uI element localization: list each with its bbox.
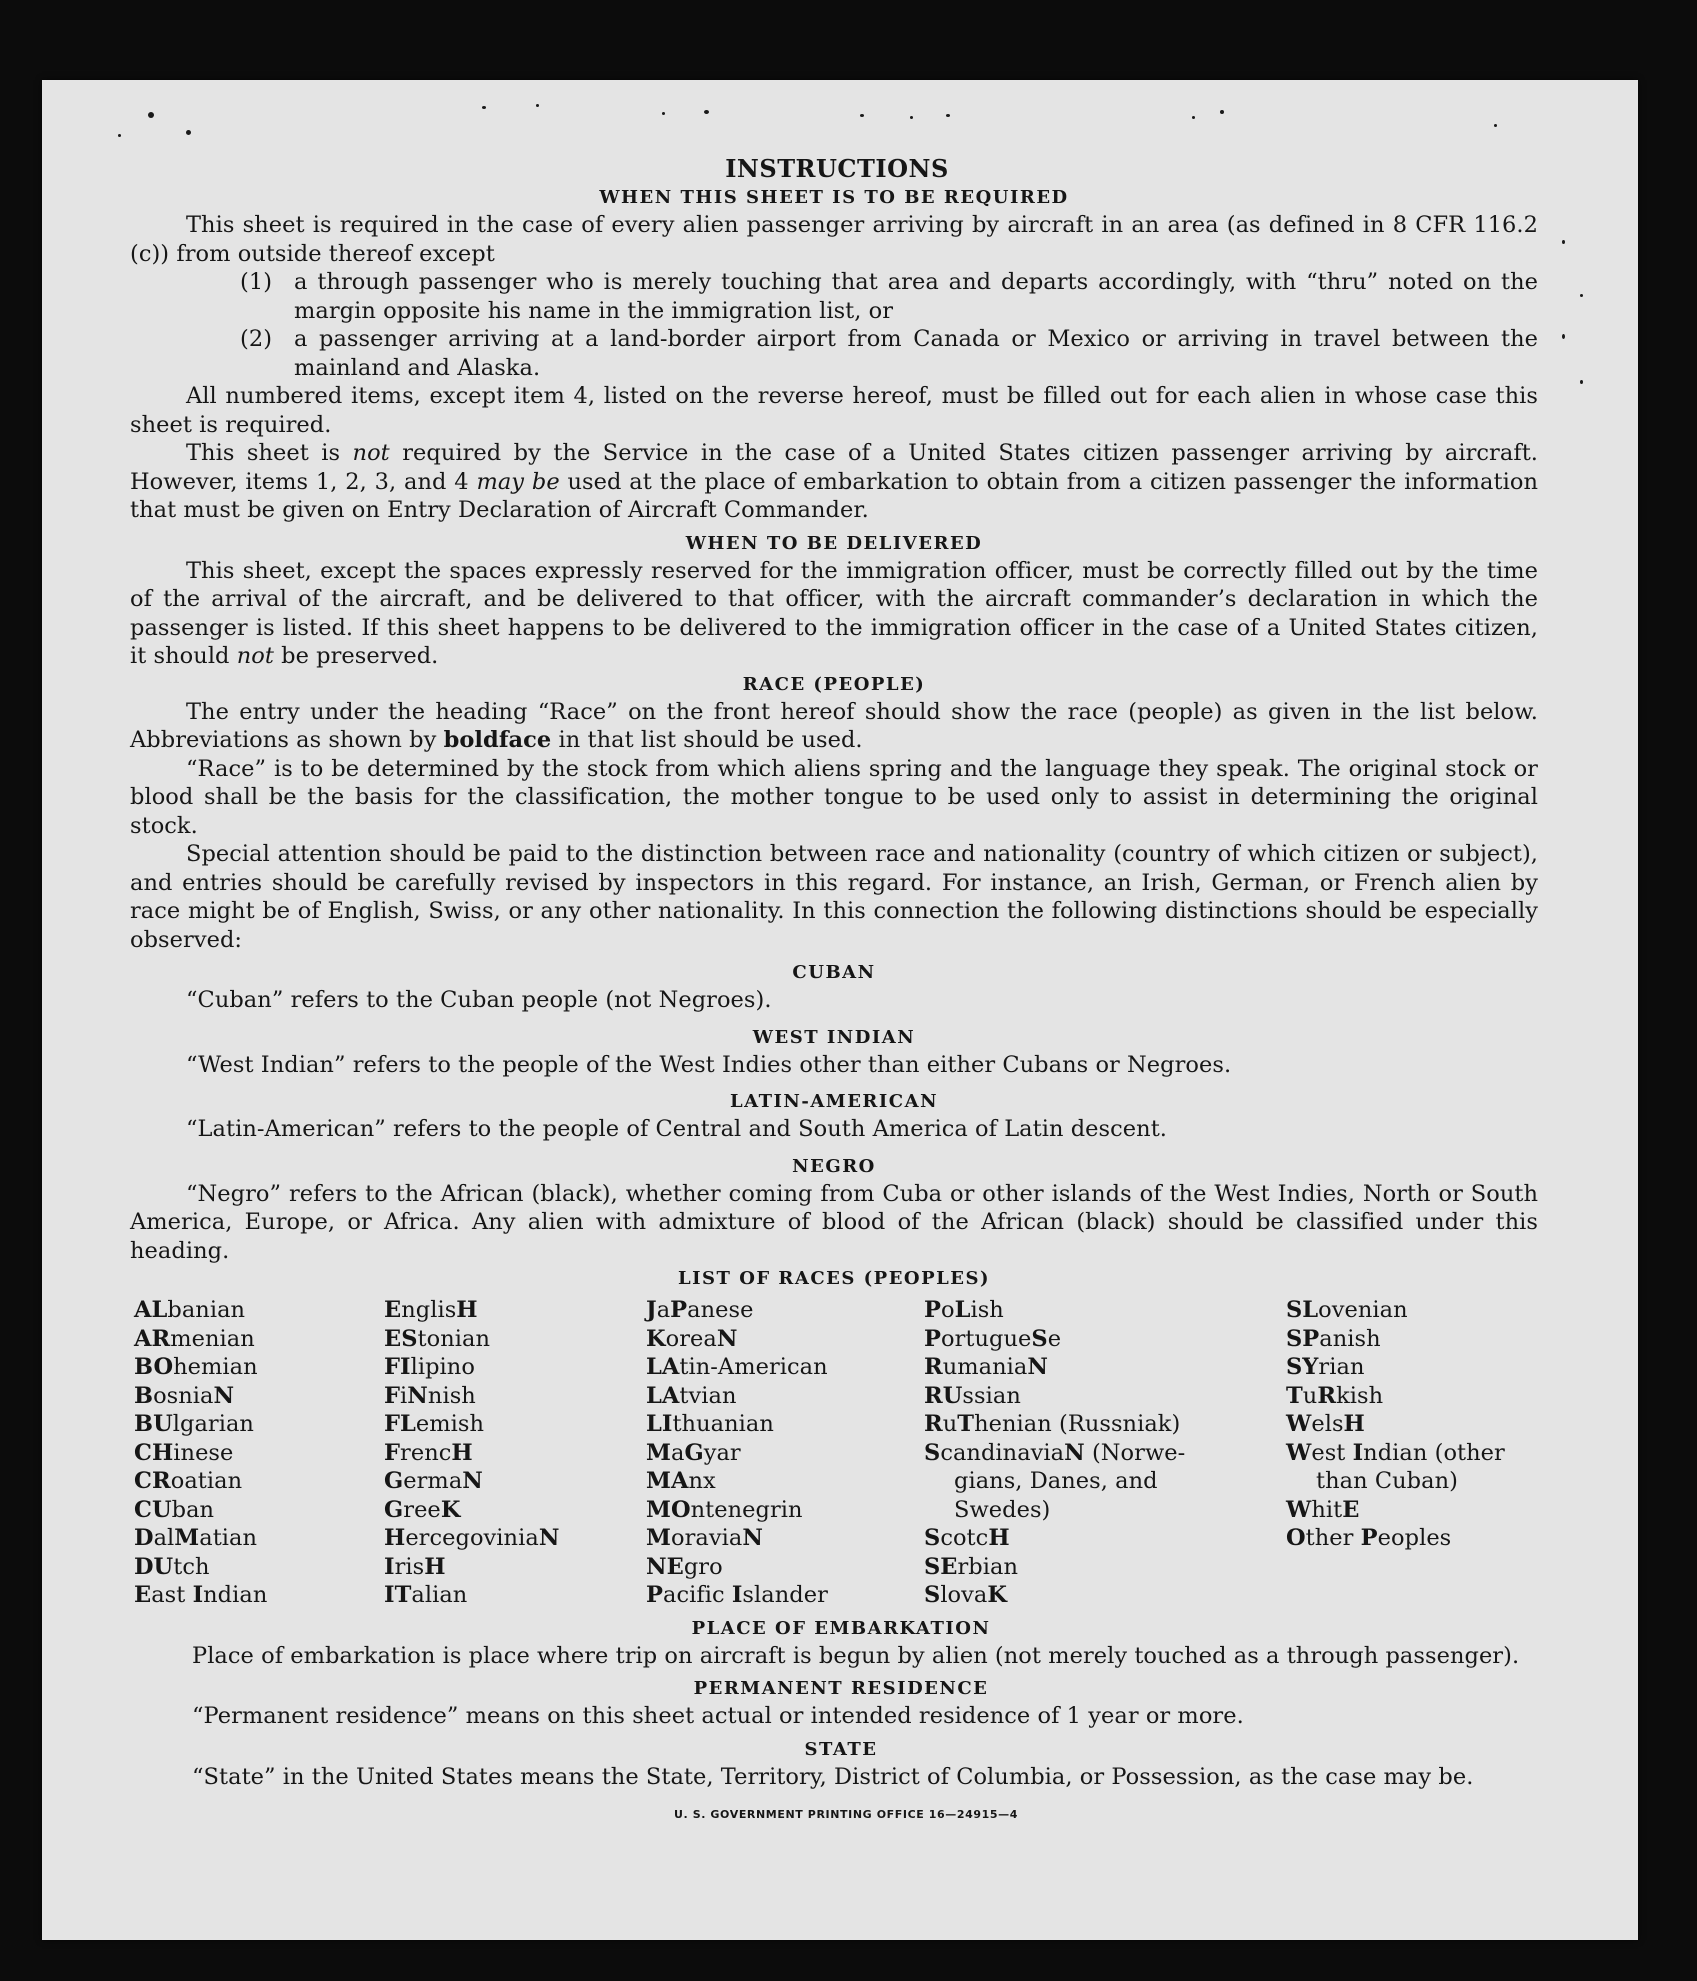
race-name-part: oatian [170, 1468, 243, 1494]
heading-when-required: WHEN THIS SHEET IS TO BE REQUIRED [599, 187, 1069, 208]
race-abbrev-letters: DU [134, 1553, 174, 1580]
race-entry [134, 1553, 384, 1582]
race-name-part: u [942, 1411, 958, 1437]
race-name-part: (Norwe- [1084, 1439, 1186, 1466]
race-name-part: cotc [940, 1525, 989, 1551]
race-name-part: al [153, 1525, 175, 1551]
race-entry [384, 1467, 646, 1496]
race-name-part: lgarian [172, 1411, 254, 1437]
race-name-part: erma [403, 1468, 463, 1494]
printing-office-footer: U. S. GOVERNMENT PRINTING OFFICE 16—24915—4 [673, 1808, 1019, 1821]
race-name-part: oravia [670, 1525, 743, 1551]
race-entry [384, 1353, 646, 1382]
race-abbrev-letters: F [384, 1382, 401, 1409]
race-abbrev-letters: W [1286, 1411, 1312, 1437]
paragraph-when-delivered: This sheet, except the spaces expressly reserved for the immigration officer, must be correctly filled out by the time of the arrival of the aircraft, and be delivered to that officer, with the aircraft commander’s declaration in which the passenger is listed. If this sheet happens to be delivered to the immigration officer in the case of a United States citizen, it should not be preserved. [130, 557, 1538, 669]
race-entry [646, 1496, 924, 1525]
race-entry [1286, 1296, 1542, 1325]
race-entry-continuation: than Cuban) [1316, 1468, 1458, 1494]
page-title: INSTRUCTIONS [725, 154, 949, 183]
race-abbrev-letters: I [1352, 1439, 1364, 1466]
race-entry [646, 1325, 924, 1354]
instruction-sheet [42, 80, 1638, 1940]
race-name-part: henian (Russniak) [974, 1411, 1181, 1437]
race-abbrev-letters: H [451, 1439, 473, 1466]
race-abbrev-letters: T [1286, 1382, 1303, 1409]
race-abbrev-letters: M [174, 1525, 200, 1551]
race-name-part: ercegovinia [405, 1525, 539, 1551]
race-abbrev-letters: SP [1286, 1325, 1320, 1352]
race-name-part: ntenegrin [690, 1496, 803, 1523]
race-abbrev-letters: S [924, 1582, 941, 1608]
race-entry [924, 1353, 1286, 1382]
paragraph-cuban: “Cuban” refers to the Cuban people (not Negroes). [186, 987, 772, 1013]
emphasis-not: not [236, 643, 274, 669]
race-name-part: tch [173, 1553, 210, 1580]
paragraph-race-nationality: Special attention should be paid to the distinction between race and nationality (country of which citizen or subject), and entries should be carefully revised by inspectors in this regard. For instance, an Irish, German, or French alien by race might be of English, Swiss, or any other nationality. In this connection the following distinctions should be especially observed: [130, 841, 1538, 953]
race-name-part: ban [171, 1496, 215, 1523]
race-entry [384, 1410, 646, 1439]
race-abbrev-letters: K [646, 1325, 666, 1352]
race-name-part: ther [1305, 1525, 1361, 1551]
race-name-part: hit [1311, 1496, 1343, 1523]
race-abbrev-letters: D [134, 1525, 154, 1551]
race-abbrev-letters: N [1027, 1354, 1049, 1380]
race-name-part: a [670, 1439, 685, 1466]
item-number: (1) [240, 269, 273, 295]
race-abbrev-letters: H [456, 1297, 478, 1323]
race-abbrev-letters: N [742, 1525, 763, 1551]
race-name-part: ovenian [1318, 1297, 1408, 1323]
race-name-part: nish [427, 1382, 476, 1409]
race-abbrev-letters: E [134, 1582, 152, 1608]
race-abbrev-letters: N [407, 1382, 428, 1409]
race-abbrev-letters: H [1343, 1411, 1365, 1437]
race-name-part: e [1047, 1325, 1062, 1352]
race-abbrev-letters: W [1286, 1439, 1312, 1466]
heading-west-indian: WEST INDIAN [752, 1026, 916, 1048]
race-abbrev-letters: CR [134, 1468, 171, 1494]
paragraph-citizen-passenger: This sheet is not required by the Service in the case of a United States citizen passenger arriving by aircraft. However, items 1, 2, 3, and 4 may be used at the place of embarkation to obtain from a citizen passenger the information that must be given on Entry Declaration of Aircraft Commander. [130, 440, 1538, 523]
paragraph-west-indian: “West Indian” refers to the people of the West Indies other than either Cubans or Negroes. [186, 1051, 1232, 1078]
race-name-part: gro [683, 1553, 723, 1580]
race-name-part: acific [662, 1582, 732, 1608]
race-name-part: ish [970, 1297, 1004, 1323]
race-abbrev-letters: N [538, 1525, 560, 1551]
race-name-part: nx [688, 1468, 716, 1494]
race-entry [1286, 1382, 1542, 1411]
race-abbrev-letters: IT [384, 1582, 412, 1608]
race-entry [1286, 1353, 1542, 1382]
race-entry-continuation: gians, Danes, and [954, 1468, 1158, 1494]
race-abbrev-letters: SE [924, 1553, 958, 1580]
race-abbrev-letters: J [646, 1297, 657, 1323]
heading-list-of-races: LIST OF RACES (PEOPLES) [677, 1268, 991, 1289]
paragraph-numbered-items: All numbered items, except item 4, listed on the reverse hereof, must be filled out for each alien in whose case this sheet is required. [130, 383, 1538, 438]
race-abbrev-letters: CU [134, 1496, 172, 1523]
race-abbrev-letters: MA [646, 1468, 689, 1494]
race-abbrev-letters: AR [134, 1325, 171, 1352]
race-entry [384, 1553, 646, 1582]
race-name-part: thuanian [672, 1411, 774, 1437]
heading-permanent-residence: PERMANENT RESIDENCE [693, 1678, 989, 1699]
race-entry [924, 1325, 1286, 1354]
race-column [384, 1296, 646, 1610]
race-name-part: o [940, 1297, 955, 1323]
race-name-part: u [1302, 1382, 1318, 1409]
race-entry [384, 1325, 646, 1354]
race-abbrev-letters: LA [646, 1354, 680, 1380]
race-entry [134, 1382, 384, 1411]
race-abbrev-letters: ES [384, 1325, 418, 1352]
race-name-part: nglis [401, 1297, 457, 1323]
list-item [240, 268, 1538, 325]
paragraph-negro: “Negro” refers to the African (black), whether coming from Cuba or other islands of the West Indies, North or South America, Europe, or Africa. Any alien with admixture of blood of the African (black) should be classified under this heading. [130, 1180, 1538, 1264]
race-abbrev-letters: E [384, 1297, 402, 1323]
race-entry [384, 1439, 646, 1468]
race-abbrev-letters: I [384, 1553, 395, 1580]
race-name-part: ssian [962, 1382, 1021, 1409]
paragraph-latin-american: “Latin-American” refers to the people of Central and South America of Latin descent. [186, 1116, 1167, 1142]
race-abbrev-letters: F [384, 1439, 401, 1466]
race-entry [1286, 1439, 1542, 1468]
race-abbrev-letters: G [384, 1496, 404, 1523]
race-name-part: emish [415, 1411, 485, 1437]
race-name-part: kish [1336, 1382, 1384, 1409]
race-entry [924, 1382, 1286, 1411]
race-name-part: anish [1319, 1325, 1381, 1352]
race-entry [134, 1410, 384, 1439]
race-list [134, 1296, 1538, 1610]
race-entry [1286, 1524, 1542, 1553]
race-abbrev-letters: LI [646, 1411, 673, 1437]
race-entry [134, 1353, 384, 1382]
race-entry [924, 1581, 1286, 1610]
race-name-part: els [1311, 1411, 1344, 1437]
emphasis-may-be: may be [476, 468, 560, 495]
race-abbrev-letters: M [646, 1439, 671, 1466]
race-name-part: menian [170, 1325, 255, 1352]
race-abbrev-letters: M [646, 1525, 671, 1551]
race-abbrev-letters: RU [924, 1382, 963, 1409]
race-column [134, 1296, 384, 1610]
paragraph-state: “State” in the United States means the State, Territory, District of Columbia, or Possession, as the case may be. [192, 1763, 1474, 1790]
heading-negro: NEGRO [792, 1155, 876, 1177]
race-name-part: anese [687, 1297, 754, 1323]
race-abbrev-letters: LA [646, 1382, 680, 1409]
race-abbrev-letters: MO [646, 1496, 691, 1523]
race-abbrev-letters: W [1286, 1496, 1312, 1523]
race-entry [646, 1410, 924, 1439]
race-entry [646, 1581, 924, 1610]
race-entry [646, 1467, 924, 1496]
race-abbrev-letters: H [384, 1525, 406, 1551]
item-number: (2) [240, 326, 273, 352]
race-name-part: ast [151, 1582, 193, 1608]
race-entry-continuation: Swedes) [954, 1496, 1051, 1523]
race-name-part: yar [703, 1439, 741, 1466]
race-entry [646, 1524, 924, 1553]
race-entry [924, 1524, 1286, 1553]
race-name-part: umania [942, 1354, 1028, 1380]
race-entry [384, 1296, 646, 1325]
item-text: a through passenger who is merely touching that area and departs accordingly, with “thru” noted on the margin opposite his name in the immigration list, or [294, 269, 1538, 324]
race-name-part: ris [394, 1553, 425, 1580]
race-name-part: tin-American [679, 1354, 828, 1380]
race-abbrev-letters: T [957, 1411, 975, 1437]
race-column [924, 1296, 1286, 1610]
race-abbrev-letters: S [1031, 1325, 1048, 1352]
race-entry [134, 1439, 384, 1468]
heading-race: RACE (PEOPLE) [742, 673, 926, 695]
race-entry [384, 1581, 646, 1610]
race-abbrev-letters: N [716, 1325, 738, 1352]
race-column [1286, 1296, 1542, 1610]
race-abbrev-letters: R [924, 1354, 943, 1380]
race-name-part: atian [199, 1525, 258, 1551]
race-name-part: ree [403, 1496, 441, 1523]
race-abbrev-letters: B [134, 1382, 154, 1409]
race-abbrev-letters: H [988, 1525, 1010, 1551]
paragraph-when-required-intro: This sheet is required in the case of every alien passenger arriving by aircraft in an area (as defined in 8 CFR 116.2 (c)) from outside thereof except [130, 212, 1538, 267]
race-abbrev-letters: N [213, 1382, 235, 1409]
race-abbrev-letters: E [1342, 1496, 1360, 1523]
race-abbrev-letters: K [987, 1582, 1007, 1608]
paragraph-permanent-residence: “Permanent residence” means on this sheet actual or intended residence of 1 year or more. [192, 1703, 1244, 1729]
heading-latin-american: LATIN-AMERICAN [729, 1091, 939, 1112]
paragraph-race-stock: “Race” is to be determined by the stock from which aliens spring and the language they speak. The original stock or blood shall be the basis for the classification, the mother tongue to be used only to assist in determining the original stock. [130, 755, 1538, 839]
race-entry [924, 1553, 1286, 1582]
race-abbrev-letters: SY [1286, 1354, 1319, 1380]
heading-when-delivered: WHEN TO BE DELIVERED [685, 532, 983, 554]
race-entry [646, 1553, 924, 1582]
race-abbrev-letters: BO [134, 1354, 174, 1380]
heading-cuban: CUBAN [792, 962, 876, 983]
race-name-part: i [400, 1382, 408, 1409]
race-name-part: lipino [410, 1354, 475, 1380]
race-abbrev-letters: S [924, 1439, 941, 1466]
race-column [646, 1296, 924, 1610]
race-name-part: ortugue [940, 1325, 1032, 1352]
race-entry [134, 1467, 384, 1496]
race-name-part: tvian [679, 1382, 737, 1409]
race-entry [646, 1439, 924, 1468]
race-entry [134, 1524, 384, 1553]
race-name-part: slander [742, 1582, 828, 1608]
race-entry [646, 1382, 924, 1411]
race-abbrev-letters: N [462, 1468, 483, 1494]
heading-place-of-embarkation: PLACE OF EMBARKATION [691, 1617, 991, 1639]
race-name-part: inese [173, 1439, 234, 1466]
race-name-part: rbian [957, 1553, 1019, 1580]
heading-state: STATE [804, 1738, 878, 1760]
race-name-part: rian [1318, 1354, 1365, 1380]
race-abbrev-letters: R [924, 1411, 943, 1437]
race-abbrev-letters: I [731, 1582, 743, 1608]
race-name-part: osnia [153, 1382, 214, 1409]
race-name-part: alian [411, 1582, 468, 1608]
bold-word-boldface: boldface [443, 727, 552, 753]
race-name-part: banian [167, 1297, 246, 1323]
race-abbrev-letters: NE [646, 1553, 684, 1580]
race-name-part: orea [665, 1325, 717, 1352]
race-abbrev-letters: K [440, 1496, 461, 1523]
race-name-part: candinavia [940, 1439, 1065, 1466]
race-entry [1286, 1325, 1542, 1354]
list-item [240, 325, 1538, 382]
race-abbrev-letters: G [684, 1439, 704, 1466]
race-entry [384, 1496, 646, 1525]
race-entry [924, 1410, 1286, 1439]
race-abbrev-letters: P [924, 1325, 941, 1352]
race-entry [924, 1439, 1286, 1468]
race-abbrev-letters: N [1064, 1439, 1085, 1466]
race-entry [924, 1296, 1286, 1325]
race-name-part: ndian [203, 1582, 268, 1608]
item-text: a passenger arriving at a land-border airport from Canada or Mexico or arriving in travel between the mainland and Alaska. [294, 326, 1538, 381]
race-abbrev-letters: FL [384, 1411, 416, 1437]
paragraph-place-of-embarkation: Place of embarkation is place where trip on aircraft is begun by alien (not merely touched as a through passenger). [192, 1642, 1520, 1669]
race-abbrev-letters: H [424, 1553, 446, 1580]
race-entry [134, 1296, 384, 1325]
race-name-part: est [1311, 1439, 1353, 1466]
race-name-part: tonian [417, 1325, 490, 1352]
race-name-part: ndian (other [1363, 1439, 1505, 1466]
race-entry [134, 1325, 384, 1354]
race-entry [646, 1353, 924, 1382]
race-name-part: lova [940, 1582, 988, 1608]
race-abbrev-letters: O [1286, 1525, 1306, 1551]
race-abbrev-letters: P [1360, 1525, 1378, 1551]
race-abbrev-letters: G [384, 1468, 404, 1494]
race-abbrev-letters: AL [134, 1297, 168, 1323]
race-abbrev-letters: L [954, 1297, 971, 1323]
race-entry [384, 1524, 646, 1553]
race-abbrev-letters: S [924, 1525, 941, 1551]
emphasis-not: not [352, 440, 390, 466]
paragraph-race-entry: The entry under the heading “Race” on the front hereof should show the race (people) as given in the list below. Abbreviations as shown by boldface in that list should be used. [130, 698, 1538, 753]
race-name-part: a [656, 1297, 671, 1323]
race-abbrev-letters: R [1317, 1382, 1337, 1409]
race-abbrev-letters: FI [384, 1354, 411, 1380]
race-abbrev-letters: SL [1286, 1297, 1319, 1323]
race-entry [646, 1296, 924, 1325]
race-abbrev-letters: BU [134, 1411, 173, 1437]
race-entry [134, 1496, 384, 1525]
race-entry [134, 1581, 384, 1610]
race-abbrev-letters: P [670, 1297, 688, 1323]
race-entry [1286, 1496, 1542, 1525]
race-abbrev-letters: P [924, 1297, 941, 1323]
race-name-part: eoples [1377, 1525, 1452, 1551]
race-abbrev-letters: P [646, 1582, 663, 1608]
race-entry [384, 1382, 646, 1411]
race-abbrev-letters: I [192, 1582, 204, 1608]
race-entry [1286, 1410, 1542, 1439]
race-name-part: hemian [173, 1354, 258, 1380]
race-abbrev-letters: CH [134, 1439, 174, 1466]
race-name-part: renc [400, 1439, 452, 1466]
